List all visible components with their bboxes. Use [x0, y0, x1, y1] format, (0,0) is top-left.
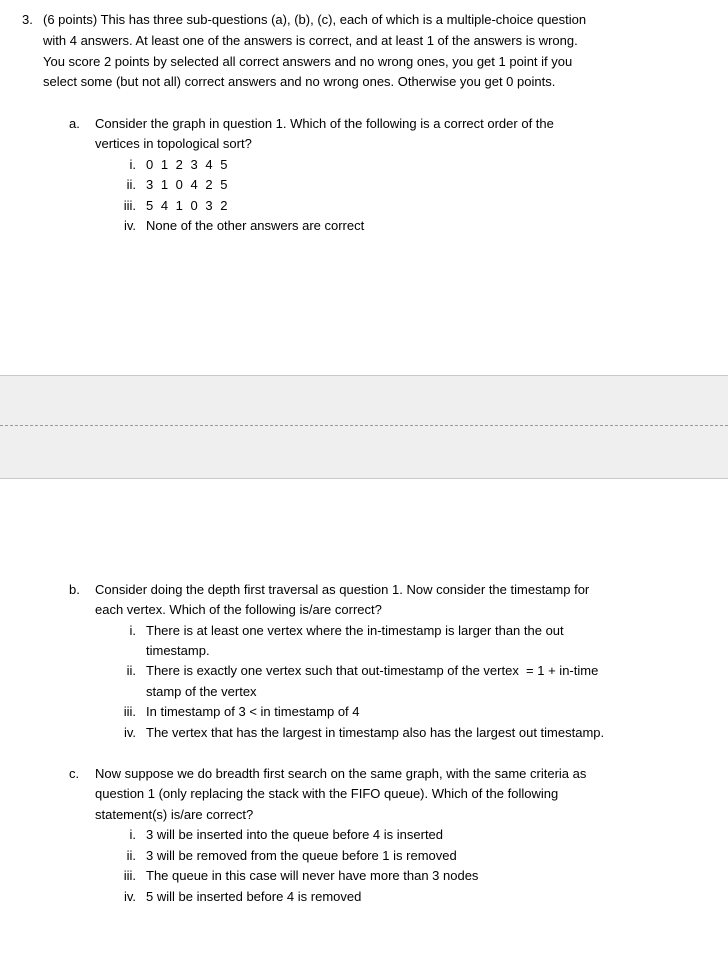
option-b-i-text-line-1: There is at least one vertex where the in-timestamp is larger than the out: [146, 623, 564, 638]
option-c-i-numeral: i.: [129, 827, 136, 842]
question-intro-line-3: You score 2 points by selected all correct answers and no wrong ones, you get 1 point if you: [43, 54, 573, 69]
subquestion-b-text-line-2: each vertex. Which of the following is/are correct?: [95, 602, 382, 617]
subquestion-a-text-line-1: Consider the graph in question 1. Which of the following is a correct order of the: [95, 116, 554, 131]
subquestion-c-text-line-3: statement(s) is/are correct?: [95, 807, 254, 822]
option-b-ii-text-line-2: stamp of the vertex: [146, 684, 257, 699]
option-c-iv-numeral: iv.: [123, 889, 136, 904]
option-b-iii-numeral: iii.: [123, 704, 136, 719]
subquestion-c-label: c.: [69, 766, 80, 781]
option-a-iii-text: 5 4 1 0 3 2: [146, 198, 230, 213]
option-c-iii-text: The queue in this case will never have more than 3 nodes: [146, 868, 479, 883]
option-a-iii-numeral: iii.: [123, 198, 136, 213]
question-intro-line-4: select some (but not all) correct answers and no wrong ones. Otherwise you get 0 points.: [43, 74, 556, 89]
subquestion-b-text-line-1: Consider doing the depth first traversal as question 1. Now consider the timestamp for: [95, 582, 590, 597]
option-c-iv-text: 5 will be inserted before 4 is removed: [146, 889, 362, 904]
subquestion-b-label: b.: [69, 582, 80, 597]
page-break-divider: [0, 425, 728, 426]
option-b-iv-text: The vertex that has the largest in timestamp also has the largest out timestamp.: [146, 725, 605, 740]
option-b-i-text-line-2: timestamp.: [146, 643, 210, 658]
subquestion-a-label: a.: [69, 116, 80, 131]
question-intro-line-1: (6 points) This has three sub-questions (a), (b), (c), each of which is a multiple-choice question: [43, 12, 587, 27]
option-b-ii-text-line-1: There is exactly one vertex such that out-timestamp of the vertex = 1 + in-time: [146, 663, 599, 678]
option-b-iii-text: In timestamp of 3 < in timestamp of 4: [146, 704, 360, 719]
option-a-i-numeral: i.: [129, 157, 136, 172]
option-c-i-text: 3 will be inserted into the queue before 4 is inserted: [146, 827, 444, 842]
option-a-ii-numeral: ii.: [126, 177, 136, 192]
option-a-iv-text: None of the other answers are correct: [146, 218, 365, 233]
page-break: [0, 375, 728, 479]
question-number: 3.: [22, 12, 33, 27]
option-c-ii-numeral: ii.: [126, 848, 136, 863]
option-a-ii-text: 3 1 0 4 2 5: [146, 177, 230, 192]
option-c-iii-numeral: iii.: [123, 868, 136, 883]
option-b-i-numeral: i.: [129, 623, 136, 638]
option-a-iv-numeral: iv.: [123, 218, 136, 233]
option-c-ii-text: 3 will be removed from the queue before 1 is removed: [146, 848, 457, 863]
option-b-iv-numeral: iv.: [123, 725, 136, 740]
option-a-i-text: 0 1 2 3 4 5: [146, 157, 230, 172]
question-intro-line-2: with 4 answers. At least one of the answers is correct, and at least 1 of the answers is wrong.: [43, 33, 578, 48]
option-b-ii-numeral: ii.: [126, 663, 136, 678]
subquestion-c-text-line-2: question 1 (only replacing the stack with the FIFO queue). Which of the following: [95, 786, 559, 801]
subquestion-c-text-line-1: Now suppose we do breadth first search on the same graph, with the same criteria as: [95, 766, 587, 781]
subquestion-a-text-line-2: vertices in topological sort?: [95, 136, 252, 151]
